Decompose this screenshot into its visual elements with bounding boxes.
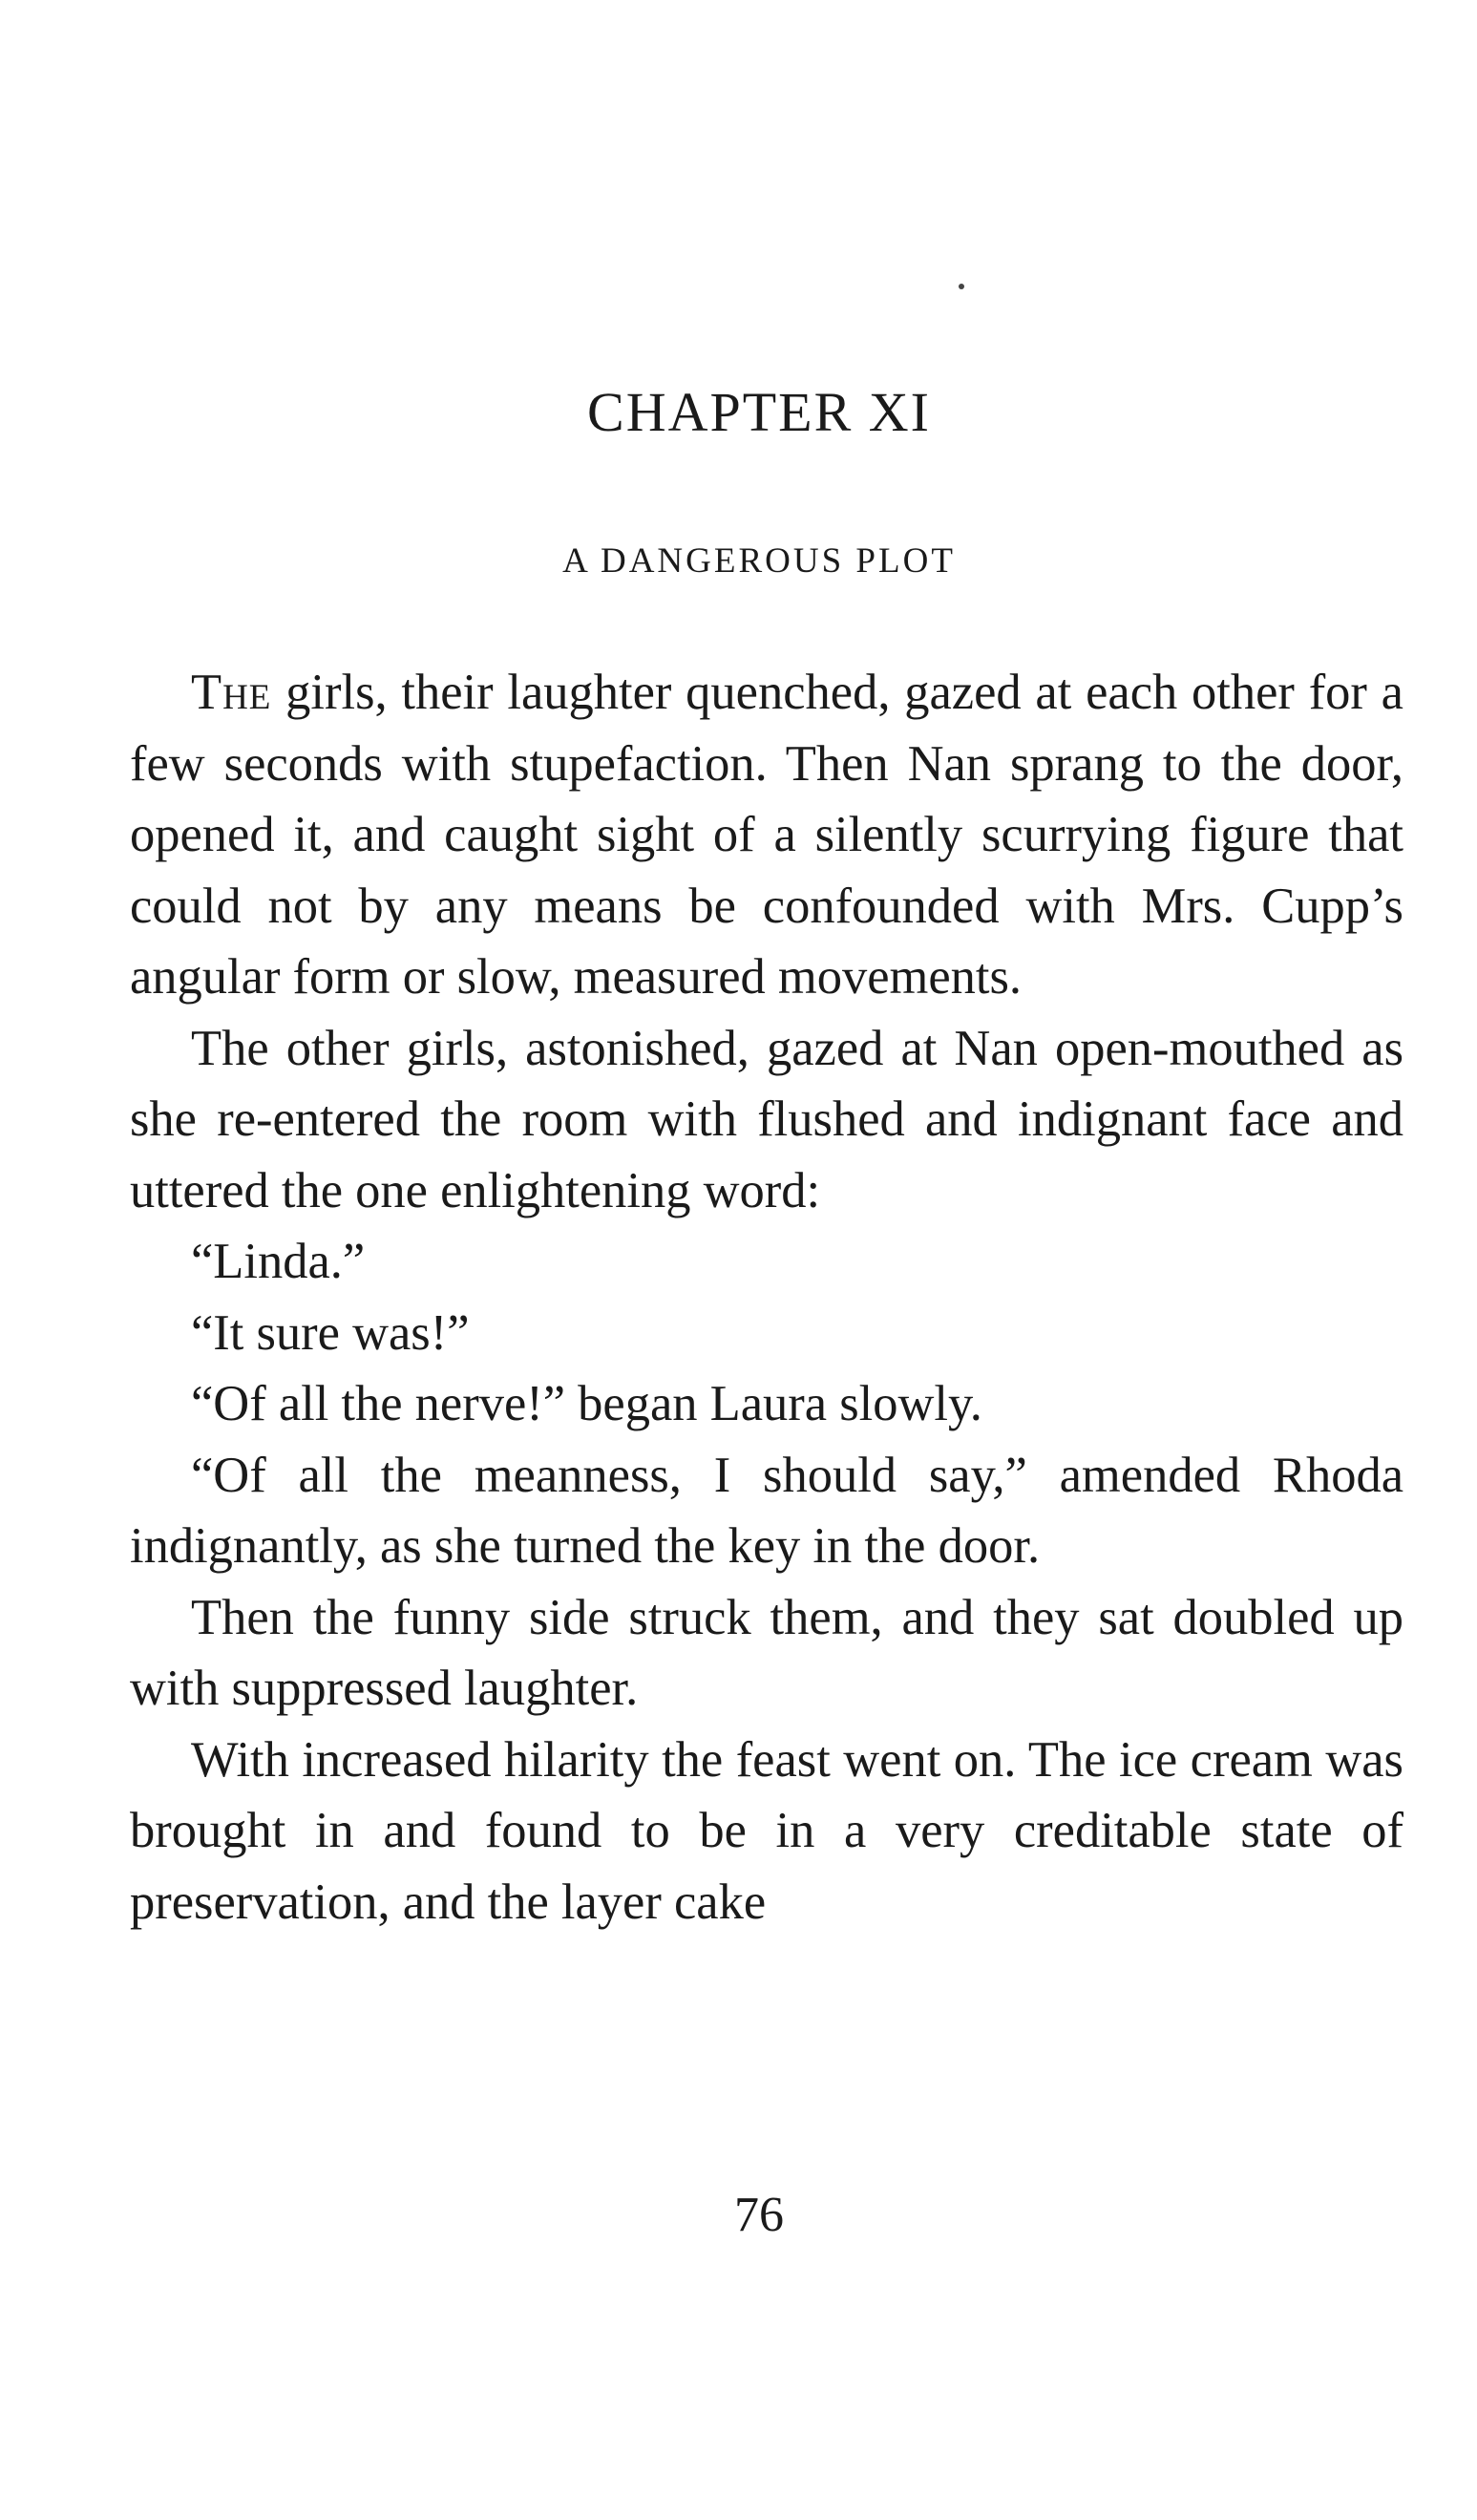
chapter-subtitle: A DANGEROUS PLOT xyxy=(562,541,956,581)
paragraph: Then the funny side struck them, and they sat doubled up with suppressed laughter. xyxy=(130,1589,1403,1716)
paragraph: With increased hilarity the feast went on. The ice cream was brought in and found to be in a very creditable state of preservation, and the layer cake xyxy=(130,1731,1403,1930)
paragraph xyxy=(130,657,1403,1013)
paragraph-text: girls, their laughter quenched, gazed at each other for a few seconds with stupefaction. Then Nan sprang to the door, opened it, and caught sight of a silently scurrying figure that could not by any means be confounded with Mrs. Cupp’s angular form or slow, measured movements. xyxy=(130,665,1403,1005)
page-number: 76 xyxy=(734,2188,784,2242)
paragraph: “Of all the nerve!” began Laura slowly. xyxy=(191,1376,982,1431)
paragraph: The other girls, astonished, gazed at Nan open-mouthed as she re-entered the room with flushed and indignant face and uttered the one enlightening word: xyxy=(130,1020,1403,1218)
paragraph: “Linda.” xyxy=(191,1234,366,1289)
body-text xyxy=(130,657,1403,1938)
paragraph-lead: The xyxy=(191,665,272,720)
chapter-title: CHAPTER XI xyxy=(587,381,931,443)
paragraph: “It sure was!” xyxy=(191,1304,470,1361)
paragraph: “Of all the meanness, I should say,” amended Rhoda indignantly, as she turned the key in the door. xyxy=(130,1447,1403,1574)
scan-speck xyxy=(959,284,964,289)
